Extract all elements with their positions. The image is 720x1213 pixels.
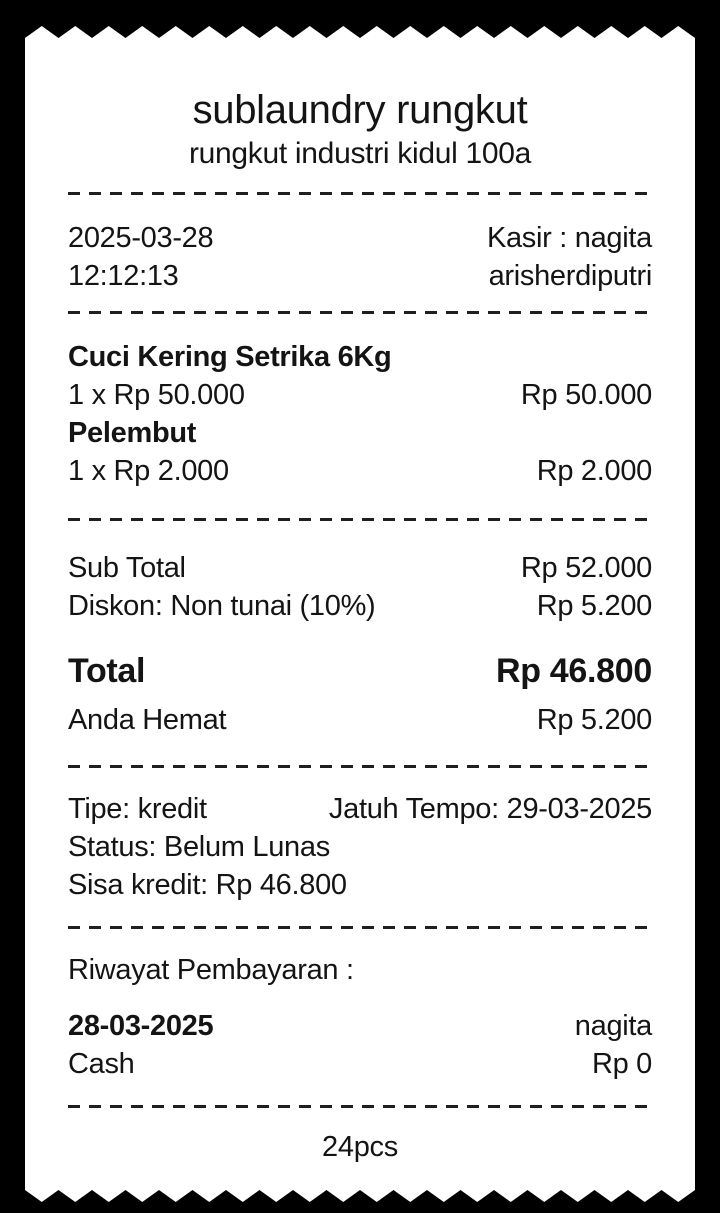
savings-label: Anda Hemat: [68, 704, 227, 736]
payment-method: Cash: [68, 1048, 135, 1080]
transaction-date: 2025-03-28: [68, 222, 214, 254]
credit-section: [68, 790, 652, 904]
transaction-time: 12:12:13: [68, 260, 179, 292]
item-amount: Rp 50.000: [520, 379, 652, 411]
item-list: [68, 338, 652, 490]
list-item: [68, 414, 652, 490]
subtotal-value: Rp 52.000: [520, 552, 652, 584]
divider: [68, 192, 652, 195]
cashier-name: arisherdiputri: [488, 260, 652, 292]
store-address: rungkut industri kidul 100a: [188, 137, 532, 170]
divider: [68, 926, 652, 929]
item-qty-price: 1 x Rp 50.000: [68, 379, 245, 411]
receipt: [25, 26, 695, 1202]
total-row: [68, 649, 652, 693]
savings-value: Rp 5.200: [536, 704, 652, 736]
payment-cashier: nagita: [574, 1010, 652, 1042]
item-amount: Rp 2.000: [536, 455, 652, 487]
list-item: [68, 338, 652, 414]
payment-status: Status: Belum Lunas: [68, 831, 330, 863]
payment-type: Tipe: kredit: [68, 793, 207, 825]
payment-history-title: Riwayat Pembayaran :: [68, 954, 354, 986]
item-name: Cuci Kering Setrika 6Kg: [68, 341, 392, 373]
item-qty-price: 1 x Rp 2.000: [68, 455, 229, 487]
item-name: Pelembut: [68, 417, 197, 449]
payment-amount: Rp 0: [591, 1048, 652, 1080]
torn-edge-top-icon: [25, 26, 695, 38]
remaining-credit: Sisa kredit: Rp 46.800: [68, 869, 347, 901]
discount-label: Diskon: Non tunai (10%): [68, 590, 376, 622]
payment-history-entry: [68, 1007, 652, 1083]
total-label: Total: [68, 652, 146, 690]
divider: [68, 311, 652, 314]
torn-edge-bottom-icon: [25, 1190, 695, 1202]
discount-value: Rp 5.200: [536, 590, 652, 622]
transaction-info: [68, 219, 652, 295]
pieces-count: 24pcs: [322, 1131, 398, 1163]
divider: [68, 1105, 652, 1108]
cashier-label: Kasir : nagita: [486, 222, 652, 254]
divider: [68, 765, 652, 768]
subtotal-label: Sub Total: [68, 552, 186, 584]
total-value: Rp 46.800: [495, 652, 652, 690]
receipt-paper: [25, 38, 695, 1190]
totals-section: [68, 549, 652, 739]
store-name: sublaundry rungkut: [192, 88, 528, 132]
divider: [68, 518, 652, 521]
due-date: Jatuh Tempo: 29-03-2025: [328, 793, 652, 825]
payment-date: 28-03-2025: [68, 1010, 214, 1042]
